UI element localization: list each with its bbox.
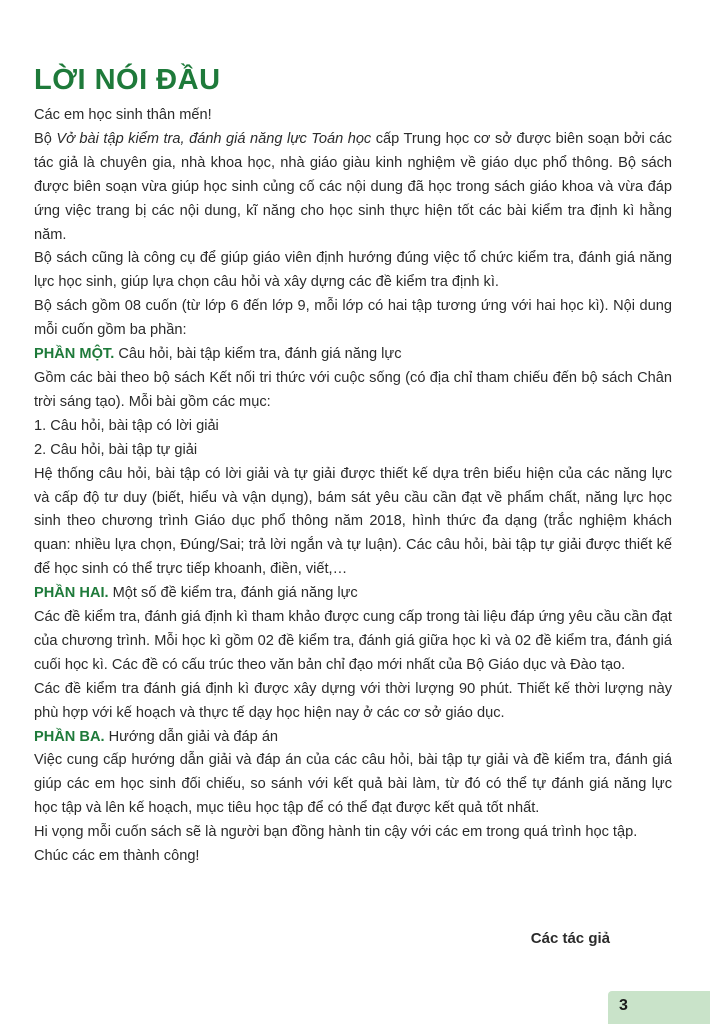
volumes-paragraph: Bộ sách gồm 08 cuốn (từ lớp 6 đến lớp 9, mỗi lớp có hai tập tương ứng với hai học kì). Nội dung mỗi cuốn gồm ba phần: — [34, 298, 672, 339]
hope-paragraph: Hi vọng mỗi cuốn sách sẽ là người bạn đồng hành tin cậy với các em trong quá trình học tập. — [34, 824, 638, 841]
intro-suffix: cấp Trung học cơ sở được biên soạn bởi các tác giả là chuyên gia, nhà khoa học, nhà giáo giàu kinh nghiệm về giáo dục phổ thông. Bộ sách được biên soạn vừa giúp học sinh củng cố các nội dung đã học trong sách giáo khoa và vừa đáp ứng việc trang bị các nội dung, kĩ năng cho học sinh thực hiện tốt các bài kiểm tra định kì hằng năm. — [34, 130, 672, 243]
part-one-system-paragraph: Hệ thống câu hỏi, bài tập có lời giải và tự giải được thiết kế dựa trên biểu hiện của các năng lực và cấp độ tư duy (biết, hiểu và vận dụng), bám sát yêu cầu cần đạt về phẩm chất, năng lực học sinh theo chương trình Giáo dục phổ thông năm 2018, hình thức đa dạng (trắc nghiệm khách quan: nhiều lựa chọn, Đúng/Sai; trả lời ngắn và tự luận). Các câu hỏi, bài tập tự giải được thiết kế để học sinh có thể trực tiếp khoanh, điền, viết,… — [34, 465, 672, 578]
part-three-title: Hướng dẫn giải và đáp án — [104, 728, 279, 745]
part-two-title: Một số đề kiểm tra, đánh giá năng lực — [108, 585, 358, 602]
preface-body — [34, 104, 672, 869]
part-two-label: PHẦN HAI. — [34, 585, 109, 602]
part-one-item-1: 1. Câu hỏi, bài tập có lời giải — [34, 417, 219, 434]
part-one-label: PHẦN MỘT. — [34, 346, 115, 363]
intro-prefix: Bộ — [34, 130, 57, 147]
part-two-description-2: Các đề kiểm tra đánh giá định kì được xây dựng với thời lượng 90 phút. Thiết kế thời lượng này phù hợp với kế hoạch và thực tế dạy học hiện nay ở các cơ sở giáo dục. — [34, 680, 672, 721]
page-number: 3 — [619, 997, 628, 1014]
part-one-heading — [34, 343, 672, 367]
part-two-heading — [34, 582, 672, 606]
tool-paragraph: Bộ sách cũng là công cụ để giúp giáo viên định hướng đúng việc tổ chức kiểm tra, đánh giá năng lực học sinh, giúp lựa chọn câu hỏi và xây dựng các đề kiểm tra định kì. — [34, 250, 672, 291]
greeting: Các em học sinh thân mến! — [34, 107, 212, 123]
part-three-description: Việc cung cấp hướng dẫn giải và đáp án của các câu hỏi, bài tập tự giải và đề kiểm tra, đánh giá giúp các em học sinh đối chiếu, so sánh với kết quả bài làm, từ đó có thể tự đánh giá năng lực học tập và lên kế hoạch, mục tiêu học tập để có thể đạt được kết quả tốt nhất. — [34, 752, 672, 817]
intro-paragraph — [34, 128, 672, 248]
part-one-description: Gồm các bài theo bộ sách Kết nối tri thức với cuộc sống (có địa chỉ tham chiếu đến bộ sách Chân trời sáng tạo). Mỗi bài gồm các mục: — [34, 369, 672, 410]
part-two-description-1: Các đề kiểm tra, đánh giá định kì tham khảo được cung cấp trong tài liệu đáp ứng yêu cầu cần đạt của chương trình. Mỗi học kì gồm 02 đề kiểm tra, đánh giá giữa học kì và 02 đề kiểm tra, đánh giá cuối học kì. Các đề có cấu trúc theo văn bản chỉ đạo mới nhất của Bộ Giáo dục và Đào tạo. — [34, 609, 672, 673]
part-three-label: PHẦN BA. — [34, 728, 105, 745]
part-one-title: Câu hỏi, bài tập kiểm tra, đánh giá năng lực — [114, 346, 402, 363]
part-three-heading — [34, 726, 672, 750]
part-one-item-2: 2. Câu hỏi, bài tập tự giải — [34, 441, 198, 458]
page-title: LỜI NÓI ĐẦU — [34, 64, 221, 96]
page-number-tab — [608, 991, 710, 1024]
wish-paragraph: Chúc các em thành công! — [34, 848, 200, 865]
signature: Các tác giả — [530, 930, 610, 947]
book-title: Vở bài tập kiểm tra, đánh giá năng lực Toán học — [56, 130, 372, 147]
